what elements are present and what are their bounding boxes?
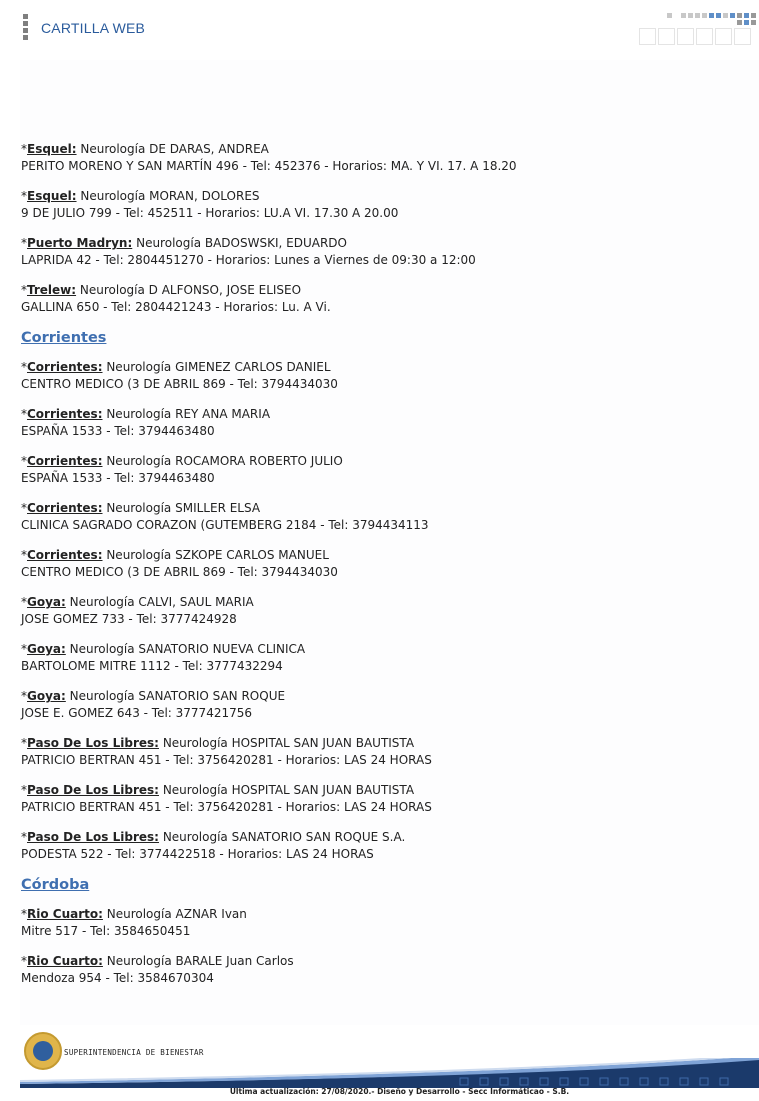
provider-name: Neurología HOSPITAL SAN JUAN BAUTISTA (162, 783, 415, 797)
provider-detail: PATRICIO BERTRAN 451 - Tel: 3756420281 - Horarios: LAS 24 HORAS (21, 753, 432, 767)
city-label: Esquel: (27, 142, 77, 156)
provider-name: Neurología SANATORIO SAN ROQUE S.A. (162, 830, 406, 844)
list-item (21, 594, 741, 628)
list-item (21, 141, 741, 175)
bullet-star: * (21, 595, 27, 609)
bullet-star: * (21, 736, 27, 750)
provider-name: Neurología DE DARAS, ANDREA (80, 142, 269, 156)
entry-title (21, 235, 741, 252)
list-item (21, 500, 741, 534)
city-label: Goya: (27, 595, 66, 609)
bullet-star: * (21, 236, 27, 250)
provider-name: Neurología ROCAMORA ROBERTO JULIO (106, 454, 343, 468)
entry-title (21, 500, 741, 517)
provider-detail: Mitre 517 - Tel: 3584650451 (21, 924, 191, 938)
provider-detail: CENTRO MEDICO (3 DE ABRIL 869 - Tel: 3794434030 (21, 377, 338, 391)
city-label: Corrientes: (27, 454, 103, 468)
bullet-star: * (21, 954, 27, 968)
list-item (21, 641, 741, 675)
city-label: Goya: (27, 642, 66, 656)
provider-name: Neurología SMILLER ELSA (106, 501, 261, 515)
city-label: Paso De Los Libres: (27, 830, 159, 844)
provider-name: Neurología CALVI, SAUL MARIA (69, 595, 254, 609)
entry-title (21, 188, 741, 205)
entry-title (21, 688, 741, 705)
city-label: Paso De Los Libres: (27, 783, 159, 797)
entry-title (21, 641, 741, 658)
list-item (21, 547, 741, 581)
provider-name: Neurología SZKOPE CARLOS MANUEL (106, 548, 329, 562)
bullet-star: * (21, 283, 27, 297)
bullet-star: * (21, 407, 27, 421)
list-item (21, 406, 741, 440)
seal-icon (24, 1032, 62, 1070)
list-item (21, 953, 741, 987)
provider-detail: LAPRIDA 42 - Tel: 2804451270 - Horarios: Lunes a Viernes de 09:30 a 12:00 (21, 253, 476, 267)
bullet-star: * (21, 501, 27, 515)
bullet-star: * (21, 454, 27, 468)
provider-name: Neurología REY ANA MARIA (106, 407, 271, 421)
entry-title (21, 829, 741, 846)
list-item (21, 359, 741, 393)
provider-detail: ESPAÑA 1533 - Tel: 3794463480 (21, 471, 215, 485)
provider-detail: GALLINA 650 - Tel: 2804421243 - Horarios: Lu. A Vi. (21, 300, 331, 314)
provider-detail: PATRICIO BERTRAN 451 - Tel: 3756420281 - Horarios: LAS 24 HORAS (21, 800, 432, 814)
list-item (21, 735, 741, 769)
city-label: Corrientes: (27, 501, 103, 515)
provider-name: Neurología BADOSWSKI, EDUARDO (136, 236, 347, 250)
header (0, 0, 759, 60)
bars-icon (23, 14, 28, 42)
province-heading[interactable]: Corrientes (21, 330, 107, 346)
footer (20, 1028, 759, 1101)
provider-detail: 9 DE JULIO 799 - Tel: 452511 - Horarios: LU.A VI. 17.30 A 20.00 (21, 206, 399, 220)
list-item (21, 282, 741, 316)
provider-name: Neurología GIMENEZ CARLOS DANIEL (106, 360, 331, 374)
bullet-star: * (21, 142, 27, 156)
city-label: Esquel: (27, 189, 77, 203)
list-item (21, 453, 741, 487)
city-label: Corrientes: (27, 407, 103, 421)
bullet-star: * (21, 907, 27, 921)
provider-detail: BARTOLOME MITRE 1112 - Tel: 3777432294 (21, 659, 283, 673)
provider-detail: PERITO MORENO Y SAN MARTÍN 496 - Tel: 452376 - Horarios: MA. Y VI. 17. A 18.20 (21, 159, 517, 173)
bullet-star: * (21, 783, 27, 797)
bullet-star: * (21, 548, 27, 562)
city-label: Puerto Madryn: (27, 236, 133, 250)
city-label: Goya: (27, 689, 66, 703)
entry-title (21, 453, 741, 470)
provider-name: Neurología BARALE Juan Carlos (106, 954, 294, 968)
provider-name: Neurología SANATORIO NUEVA CLINICA (69, 642, 306, 656)
provider-name: Neurología D ALFONSO, JOSE ELISEO (79, 283, 302, 297)
entry-title (21, 406, 741, 423)
provider-detail: CLINICA SAGRADO CORAZON (GUTEMBERG 2184 - Tel: 3794434113 (21, 518, 429, 532)
bullet-star: * (21, 689, 27, 703)
city-label: Trelew: (27, 283, 77, 297)
city-label: Rio Cuarto: (27, 907, 103, 921)
entry-title (21, 782, 741, 799)
provider-detail: JOSE E. GOMEZ 643 - Tel: 3777421756 (21, 706, 252, 720)
city-label: Rio Cuarto: (27, 954, 103, 968)
province-heading[interactable]: Córdoba (21, 877, 90, 893)
org-name: SUPERINTENDENCIA DE BIENESTAR (64, 1048, 204, 1057)
provider-name: Neurología AZNAR Ivan (106, 907, 247, 921)
provider-name: Neurología MORAN, DOLORES (80, 189, 260, 203)
city-label: Corrientes: (27, 548, 103, 562)
provider-detail: Mendoza 954 - Tel: 3584670304 (21, 971, 214, 985)
bullet-star: * (21, 360, 27, 374)
provider-name: Neurología SANATORIO SAN ROQUE (69, 689, 286, 703)
city-label: Corrientes: (27, 360, 103, 374)
entry-title (21, 906, 741, 923)
provider-name: Neurología HOSPITAL SAN JUAN BAUTISTA (162, 736, 415, 750)
list-item (21, 235, 741, 269)
bullet-star: * (21, 642, 27, 656)
provider-detail: JOSE GOMEZ 733 - Tel: 3777424928 (21, 612, 237, 626)
decorative-squares (639, 10, 759, 46)
entry-title (21, 141, 741, 158)
entry-title (21, 359, 741, 376)
provider-detail: PODESTA 522 - Tel: 3774422518 - Horarios: LAS 24 HORAS (21, 847, 374, 861)
bullet-star: * (21, 830, 27, 844)
footer-band (20, 1058, 759, 1088)
provider-detail: ESPAÑA 1533 - Tel: 3794463480 (21, 424, 215, 438)
listing (21, 141, 741, 1000)
list-item (21, 688, 741, 722)
entry-title (21, 953, 741, 970)
page-title: CARTILLA WEB (41, 20, 146, 36)
entry-title (21, 594, 741, 611)
provider-detail: CENTRO MEDICO (3 DE ABRIL 869 - Tel: 3794434030 (21, 565, 338, 579)
list-item (21, 188, 741, 222)
entry-title (21, 282, 741, 299)
entry-title (21, 735, 741, 752)
list-item (21, 782, 741, 816)
entry-title (21, 547, 741, 564)
list-item (21, 906, 741, 940)
city-label: Paso De Los Libres: (27, 736, 159, 750)
last-updated: Ultima actualización: 27/08/2020.- Diseño y Desarrollo - Secc Informáticao - S.B. (229, 1087, 570, 1096)
list-item (21, 829, 741, 863)
bullet-star: * (21, 189, 27, 203)
